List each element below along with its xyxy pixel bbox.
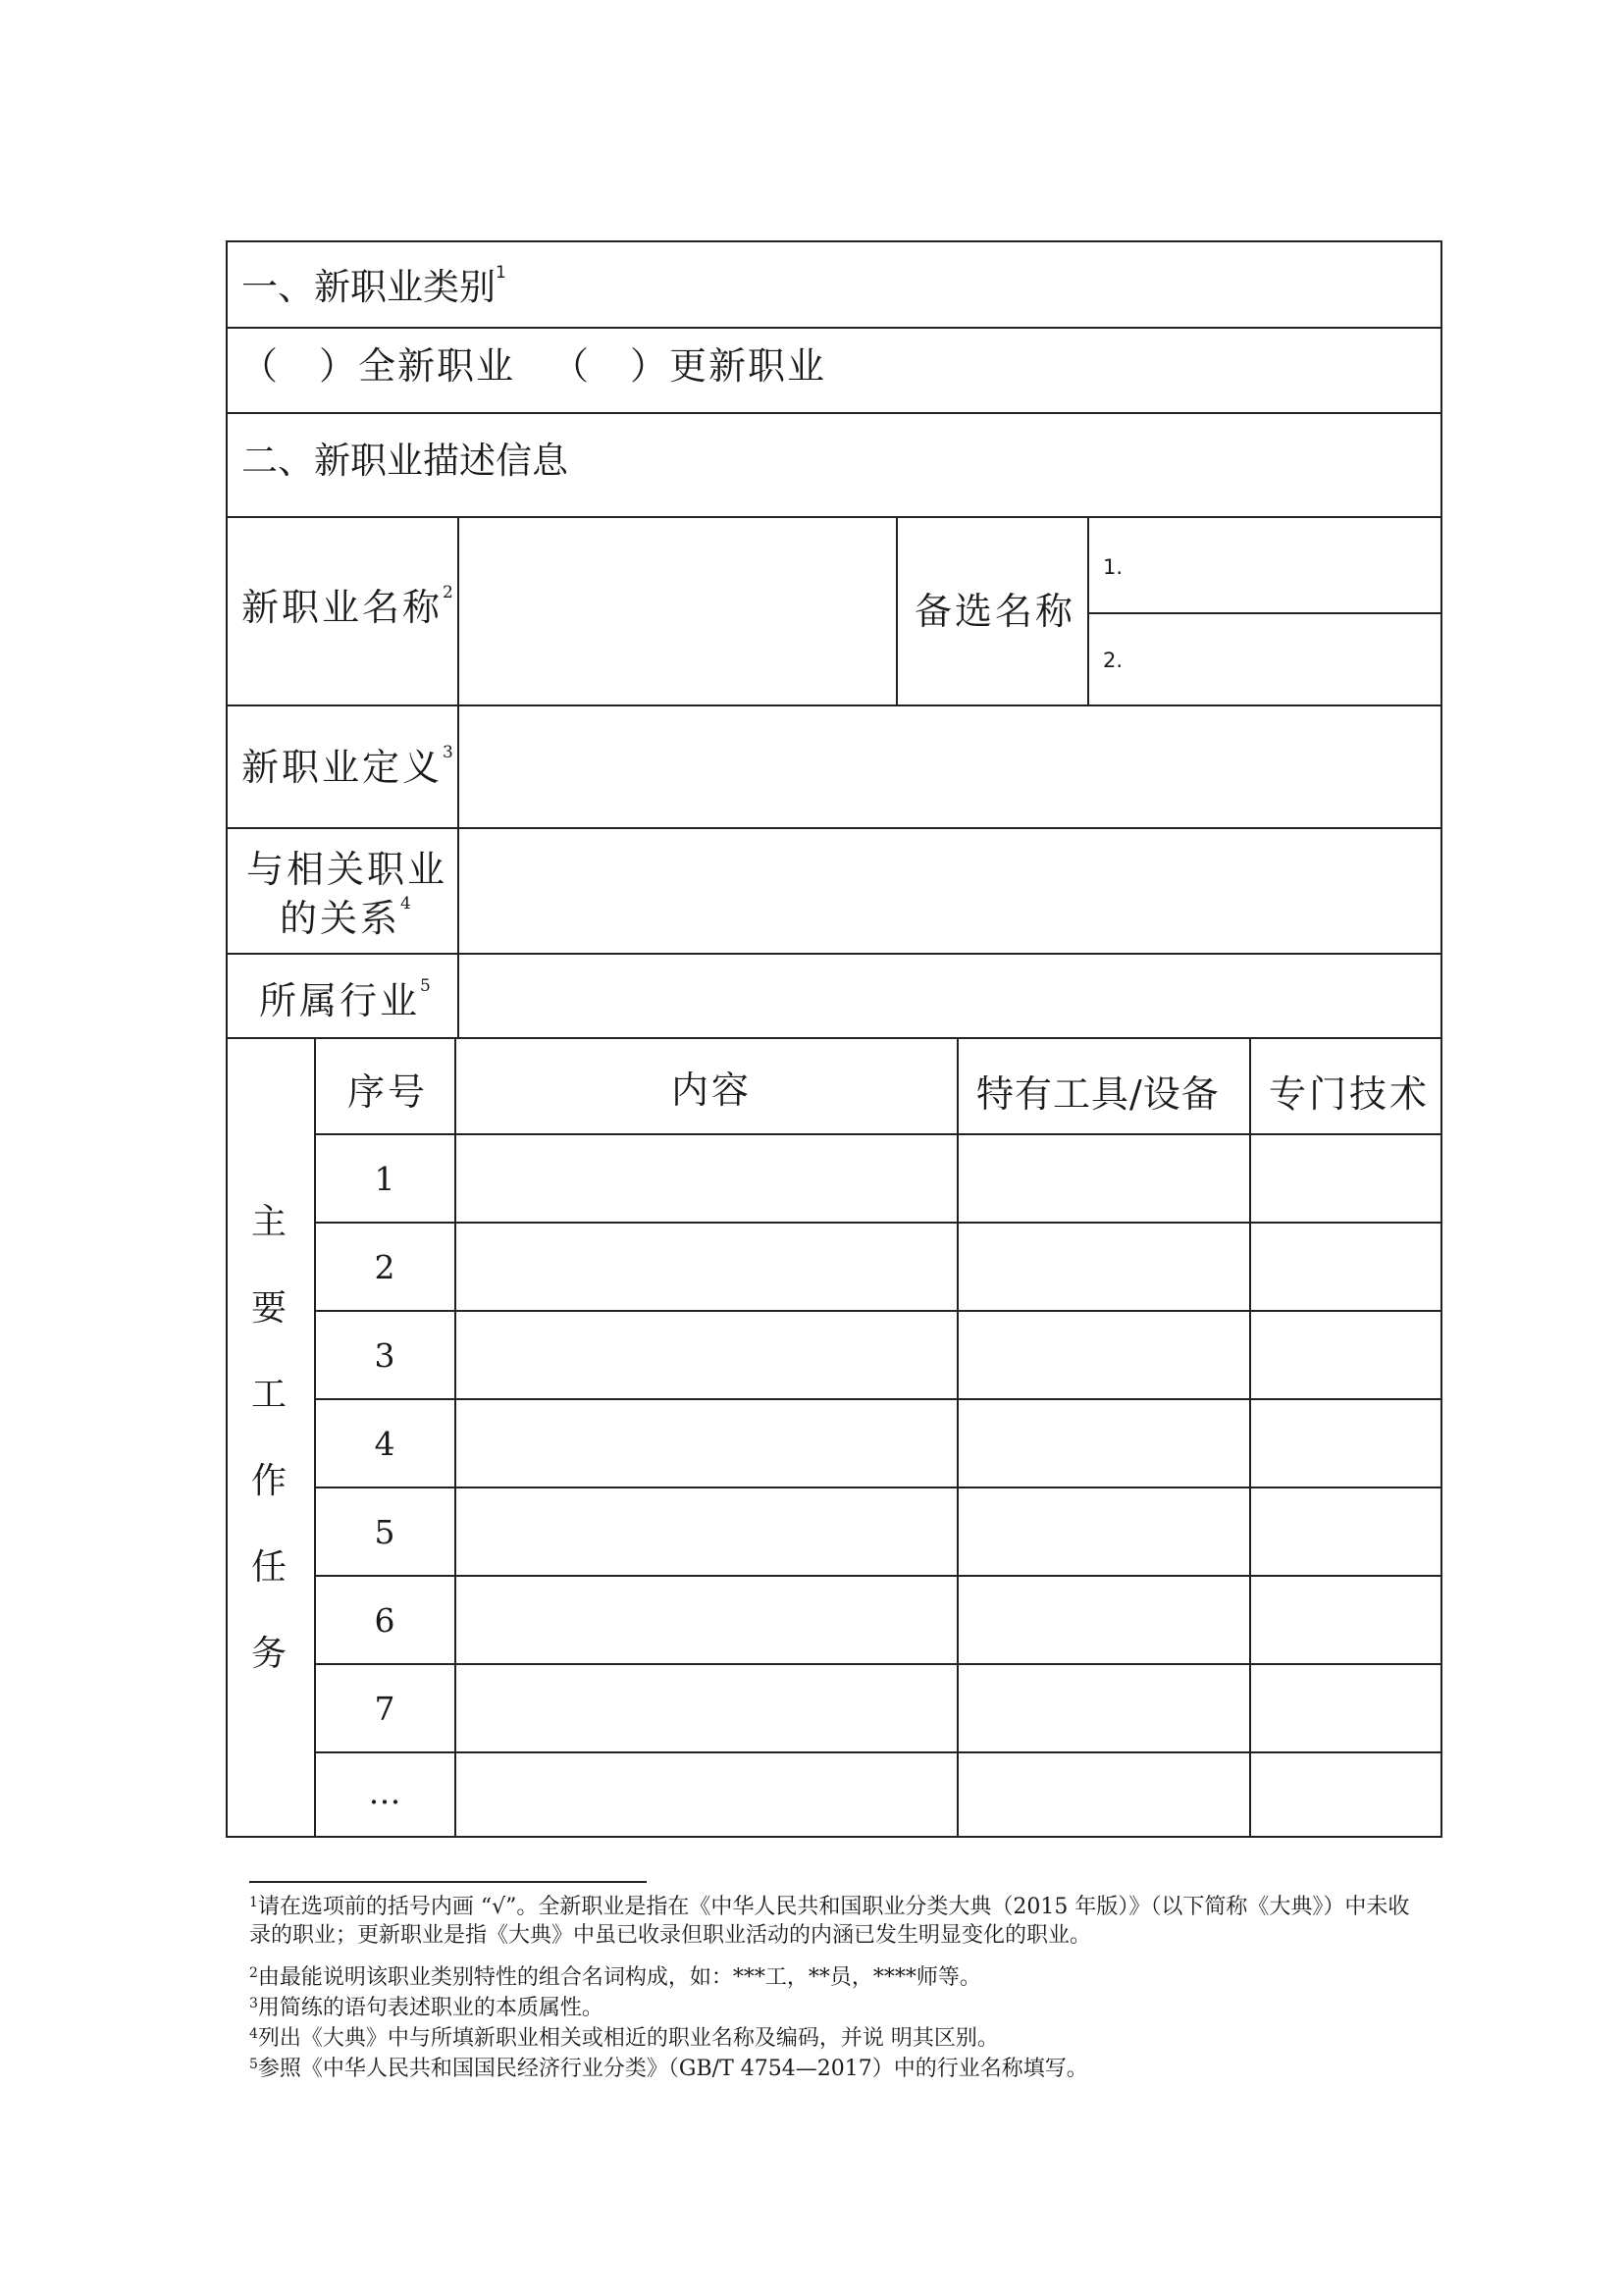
option-brand-new-occupation[interactable]: （ ）全新职业: [240, 344, 516, 388]
task-row-divider: [314, 1310, 1442, 1312]
footnote-1: $^1$请在选项前的括号内画 “√”。全新职业是指在《中华人民共和国职业分类大典（2015 年版）》（以下简称《大典》）中未收录的职业；更新职业是指《大典》中虽已收录但职业活动的内涵已发生明显变化的职业。: [249, 1895, 1410, 1948]
col-divider: [457, 516, 459, 1037]
label-industry: 所属行业$^5$: [259, 976, 434, 1022]
col-divider: [1249, 1037, 1251, 1838]
alt-name-divider: [1087, 612, 1442, 614]
side-label-char: 任: [251, 1547, 288, 1588]
section-title-category: 一、新职业类别$^1$: [241, 263, 506, 308]
task-row-divider: [314, 1133, 1442, 1135]
header-seq: 序号: [347, 1070, 429, 1114]
task-row-divider: [314, 1222, 1442, 1224]
option-updated-occupation[interactable]: （ ）更新职业: [551, 344, 827, 388]
row-divider: [226, 327, 1442, 329]
task-row-number: 2: [374, 1248, 395, 1286]
col-divider: [957, 1037, 959, 1838]
side-label-char: 主: [251, 1202, 288, 1242]
header-tools: 特有工具/设备: [976, 1072, 1220, 1116]
footnote-4: $^4$列出《大典》中与所填新职业相关或相近的职业名称及编码，并说 明其区别。: [249, 2026, 999, 2051]
task-row-divider: [314, 1575, 1442, 1577]
task-row-number: 4: [374, 1425, 395, 1463]
row-divider: [226, 704, 1442, 706]
task-row-number: 3: [374, 1336, 395, 1375]
alt-name-1[interactable]: 1.: [1103, 555, 1124, 579]
footnote-rule: [249, 1881, 647, 1883]
task-row-number: 7: [374, 1690, 395, 1728]
task-row-divider: [314, 1398, 1442, 1400]
row-divider: [226, 827, 1442, 829]
task-row-number: 5: [374, 1513, 395, 1551]
col-divider: [454, 1037, 456, 1838]
footnote-3: $^3$用简练的语句表述职业的本质属性。: [249, 1996, 603, 2020]
row-divider: [226, 953, 1442, 955]
footnote-2: $^2$由最能说明该职业类别特性的组合名词构成，如：***工，**员，****师等。: [249, 1965, 981, 1990]
side-label-char: 要: [251, 1288, 288, 1329]
label-relation-line1: 与相关职业: [246, 848, 448, 891]
side-label-char: 工: [251, 1375, 288, 1415]
header-tech: 专门技术: [1269, 1072, 1431, 1116]
header-content: 内容: [671, 1069, 753, 1112]
label-occupation-name: 新职业名称$^2$: [241, 583, 456, 629]
task-row-divider: [314, 1663, 1442, 1665]
task-row-divider: [314, 1751, 1442, 1753]
label-alternative-name: 备选名称: [915, 590, 1076, 633]
col-divider: [896, 516, 898, 704]
task-row-divider: [314, 1487, 1442, 1488]
side-label-char: 作: [251, 1461, 288, 1501]
task-row-number: 1: [374, 1160, 395, 1198]
footnote-5: $^5$参照《中华人民共和国国民经济行业分类》（GB/T 4754—2017）中的行业名称填写。: [249, 2057, 1088, 2081]
label-occupation-definition: 新职业定义$^3$: [241, 743, 456, 789]
section-title-description: 二、新职业描述信息: [241, 440, 568, 482]
label-relation-line2: 的关系$^4$: [280, 894, 414, 940]
col-divider: [1087, 516, 1089, 704]
task-row-number: 6: [374, 1601, 395, 1640]
row-divider: [226, 516, 1442, 518]
side-label-char: 务: [251, 1634, 288, 1674]
row-divider: [226, 1037, 1442, 1039]
row-divider: [226, 412, 1442, 414]
task-row-number: …: [368, 1773, 401, 1811]
alt-name-2[interactable]: 2.: [1103, 649, 1124, 672]
